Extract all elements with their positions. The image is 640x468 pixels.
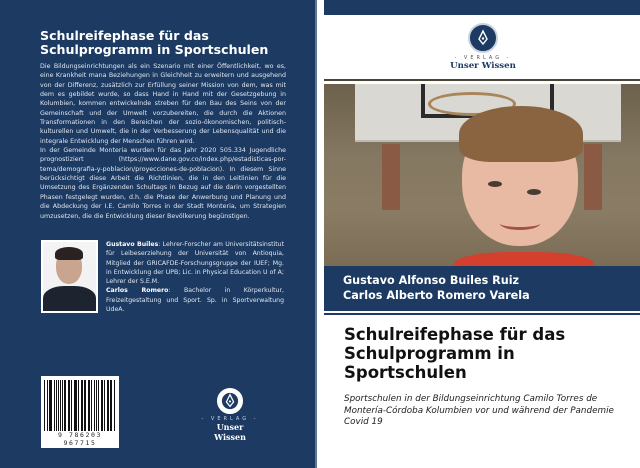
author-photo (41, 240, 98, 313)
author1-bio: : Lehrer-Forscher am Universitätsinstitut für Leibeserziehung der Universität von Antioquia, Mitglied der GRICAFDE-Forschungsgruppe der IUEF; Mg. in Entwicklung der UPB; Lic. in Physical Education U of A; Lehrer der S.E.M. (106, 241, 284, 286)
back-cover-title: Schulreifephase für das Schulprogramm in Sportschulen (40, 28, 269, 57)
logo-verlag-text: - VERLAG - (201, 416, 259, 422)
author1-name: Gustavo Builes (106, 241, 159, 248)
boy-shirt (454, 252, 594, 266)
logo-publisher-name: Unser Wissen (214, 422, 246, 442)
front-cover-subtitle: Sportschulen in der Bildungseinrichtung Camilo Torres de Montería-Córdoba Kolumbien vor und während der Pandemie Covid 19 (344, 394, 614, 427)
description-paragraph: Die Bildungseinrichtungen als ein Szenario mit einer Öffentlichkeit, wo es, eine Krankheit mana Beziehungen in Gleichheit zu erweitern und ausgehend von der Differenz, zusätzlich zur Erfüllung seiner Mission von dem, was mit dem es gebildet wurde, so dass Hand in Hand mit der Gesetzgebung in Kolumbien, kommen entwickelnde streben für den Bau des Seins von der Gemeinschaft und der Umwelt vorzubereiten, die durch die Aktionen Transformationen in den Bereichen der sozio-ökonomischen, politisch-kulturellen und Umwelt, die in der Verbesserung der Lebensqualität und die integrale Entwicklung der Menschen führen wird. (40, 63, 286, 145)
pen-nib-icon (468, 23, 498, 53)
publisher-logo-back (200, 388, 260, 442)
logo-publisher-name: Unser Wissen (450, 61, 516, 71)
front-top-band (324, 0, 640, 15)
isbn-barcode (41, 376, 119, 448)
photo-top-rule (324, 79, 640, 81)
publisher-logo-front (443, 23, 523, 71)
front-cover-title: Schulreifephase für das Schulprogramm in Sportschulen (344, 325, 566, 382)
barcode-bars (44, 380, 116, 436)
barcode-number: 9 786203 967715 (41, 431, 119, 447)
description-paragraph: In der Gemeinde Monteria wurden für das Jahr 2020 505.334 Jugendliche prognostiziert (https://www.dane.gov.co/index.php/estadisticas-por-tema/demografia-y-poblacion/proyecciones-de-poblacion). In diesem Sinne berücksichtigt diese Arbeit die Richtlinien, die in den Leitlinien für die Umsetzung des Ergänzenden Schultags in Bezug auf die darin vorgestellten Phasen festgelegt wurden, d.h. die Phase der Anwerbung und Planung und die Abdeckung der I.E. Camilo Torres in der Stadt Monteria, um Strategien umzusetzen, die die Entwicklung dieser Bevölkerung begünstigen. (40, 147, 286, 220)
spine-divider (315, 0, 317, 468)
back-cover-description (40, 62, 286, 221)
back-cover (0, 0, 315, 468)
authors-band-rule (324, 313, 640, 315)
author-bio (106, 240, 284, 314)
boy-hair (459, 106, 583, 162)
author-name-2: Carlos Alberto Romero Varela (343, 289, 530, 302)
logo-verlag-text: - VERLAG - (454, 55, 512, 61)
pen-nib-icon (217, 388, 243, 414)
author-name-1: Gustavo Alfonso Builes Ruiz (343, 274, 520, 287)
author2-bio: : Bachelor in Körperkultur, Freizeitgestaltung und Sport. Sp. in Sportverwaltung UdeA. (106, 287, 284, 314)
front-authors-band (324, 266, 640, 311)
author2-name: Carlos Romero (106, 287, 169, 295)
boy-smile (500, 217, 540, 230)
cover-photo-boy-gym (324, 84, 640, 266)
